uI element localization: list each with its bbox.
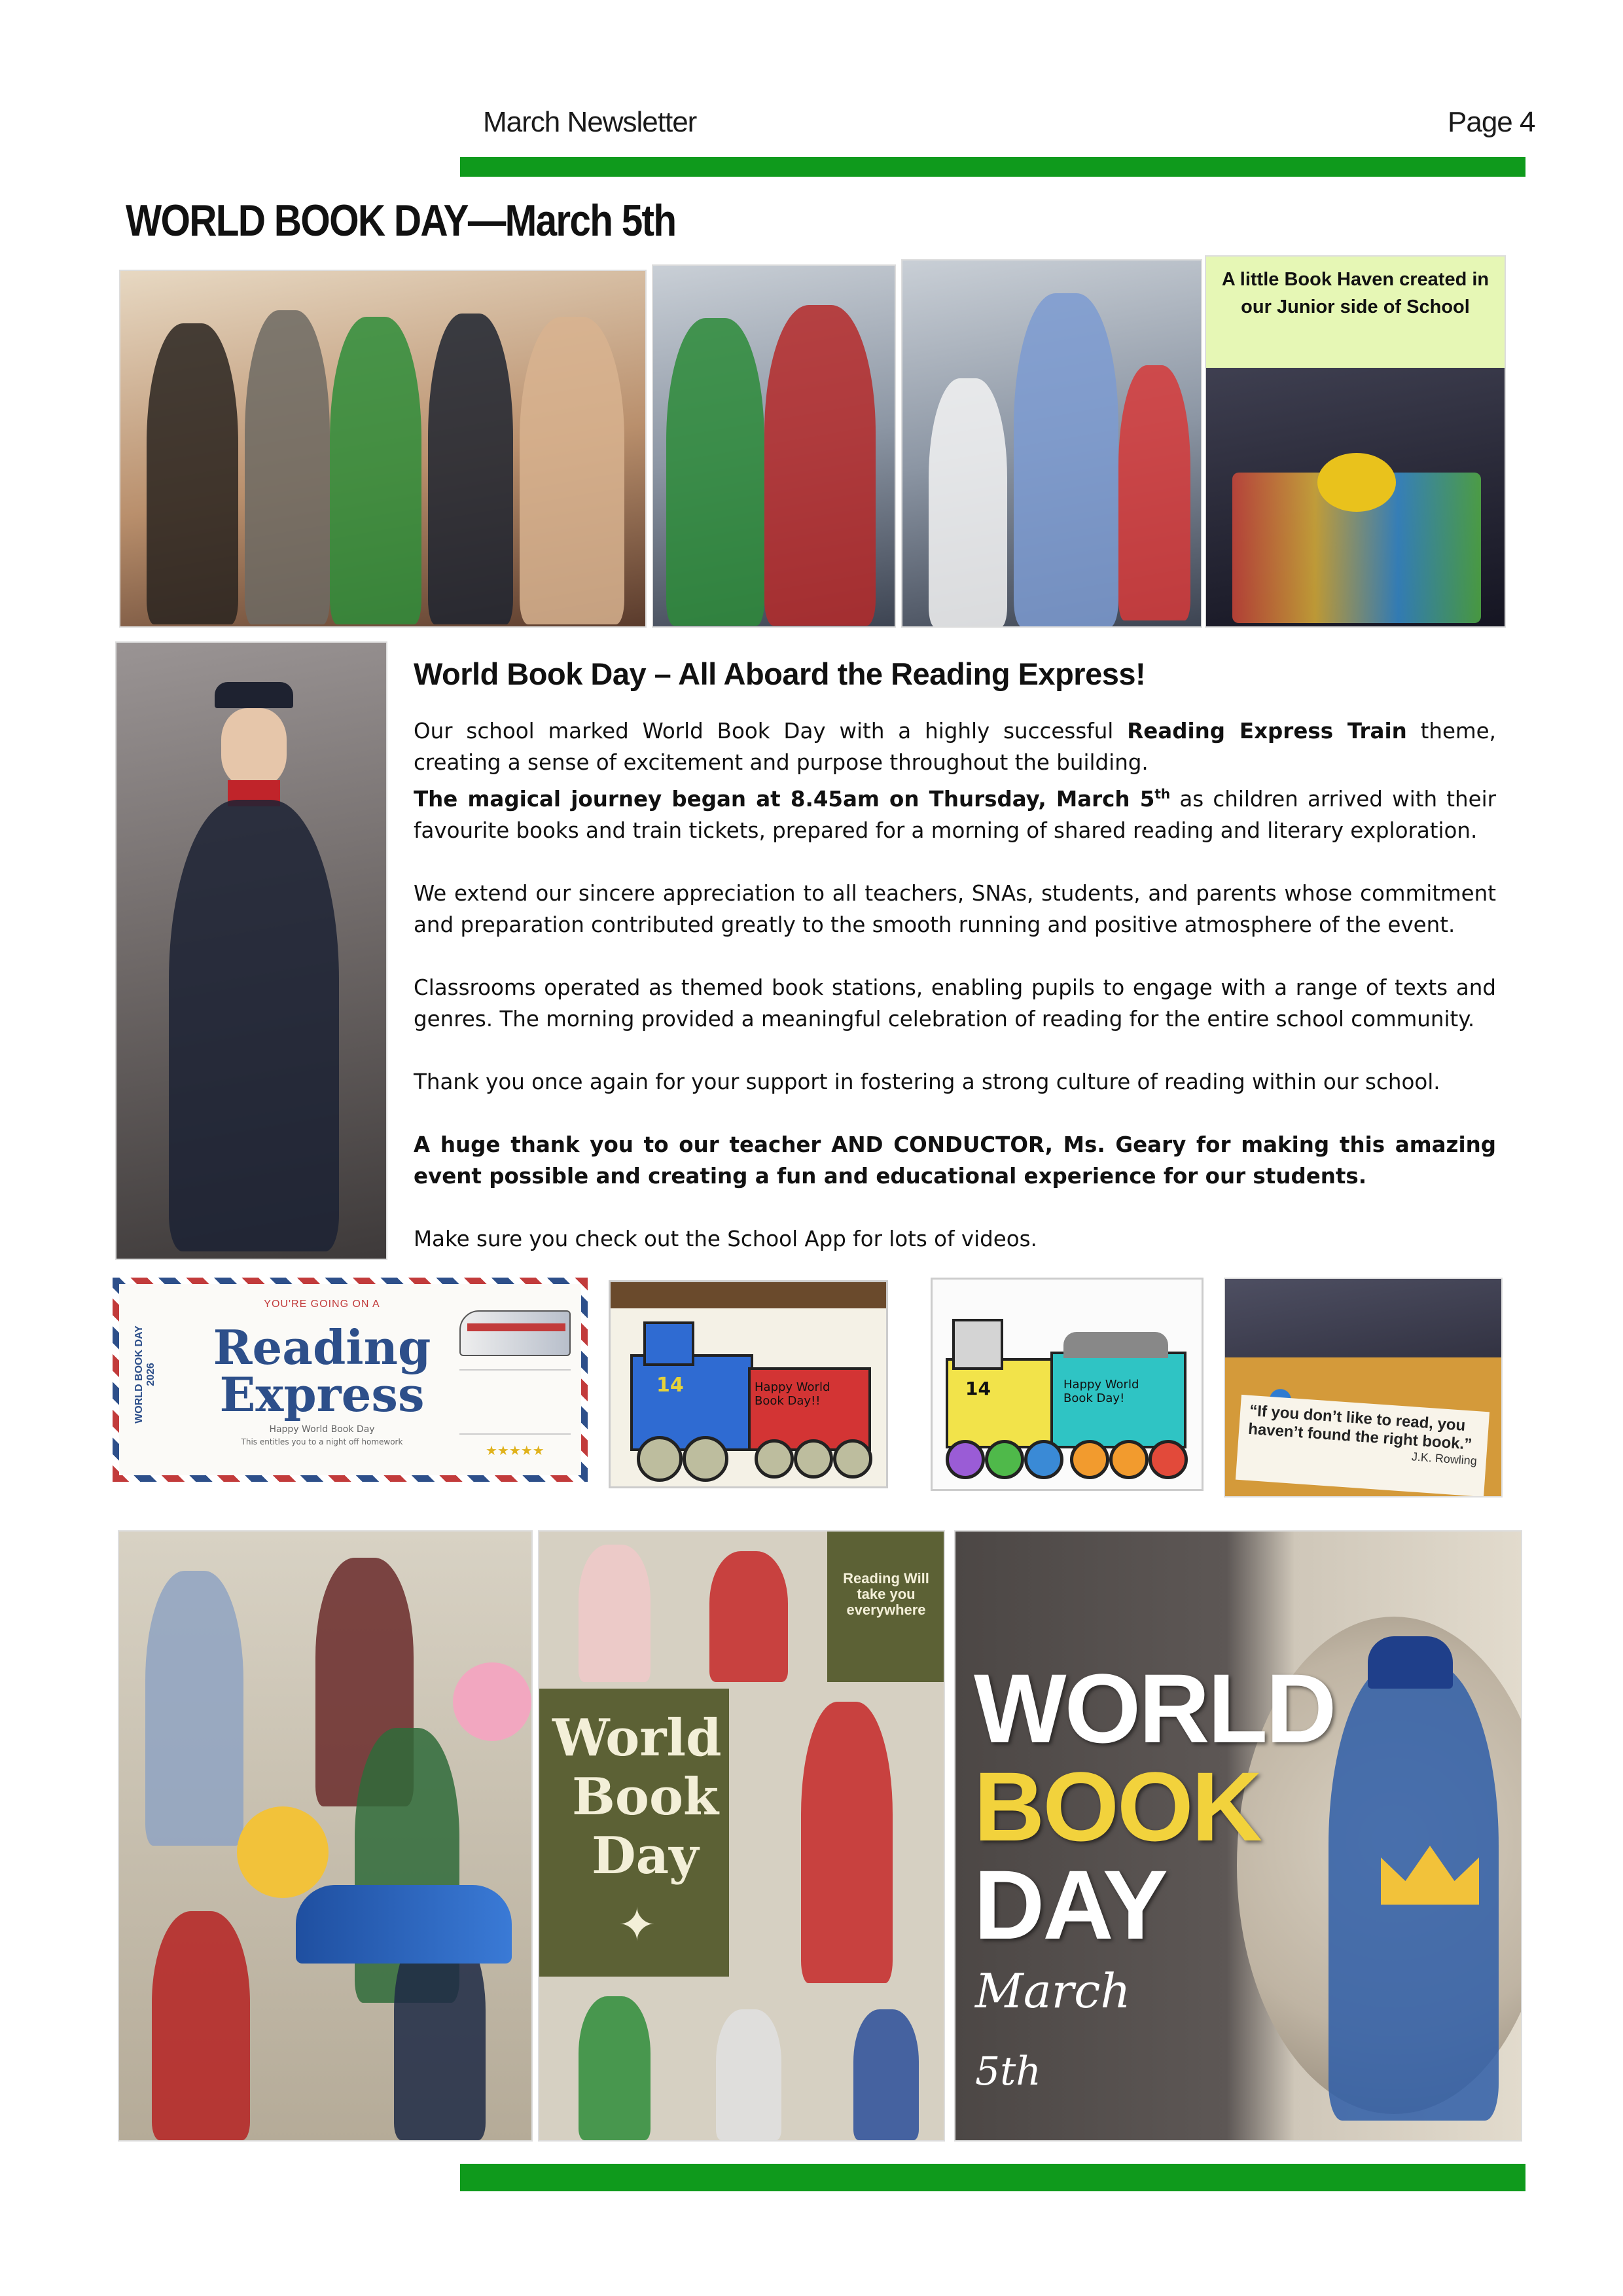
collage-left: [118, 1530, 533, 2142]
ticket-kicker: YOU'RE GOING ON A: [264, 1299, 380, 1310]
article-heading: World Book Day – All Aboard the Reading Express!: [414, 656, 1146, 691]
ticket-line-1: Reading: [213, 1319, 431, 1375]
quote-author: J.K. Rowling: [1411, 1450, 1478, 1468]
sparkle-icon: ✦: [618, 1898, 656, 1952]
ticket-small-2: This entitles you to a night off homework: [241, 1437, 403, 1446]
ticket-small-1: Happy World Book Day: [269, 1424, 375, 1435]
poster-word-3: DAY: [974, 1850, 1166, 1960]
article-paragraph-5: A huge thank you to our teacher AND CONDUCTOR, Ms. Geary for making this amazing event possible and creating a fun and educational experience for our students.: [414, 1132, 1496, 1189]
collage-middle: [538, 1530, 945, 2142]
train-drawing-1: [609, 1280, 888, 1488]
ticket-line-2: Express: [219, 1367, 425, 1422]
photo-teachers-train-costumes: [652, 264, 896, 628]
article: [414, 656, 1496, 1286]
ticket-fields: [459, 1369, 571, 1435]
book-haven-caption: A little Book Haven created in our Junior side of School: [1206, 257, 1505, 368]
collage-middle-word-1: World: [552, 1708, 722, 1768]
poster-date-2: 5th: [975, 2049, 1041, 2094]
train-drawing-2: [931, 1278, 1204, 1491]
page-title: WORLD BOOK DAY—March 5th: [126, 196, 676, 245]
drawing-2-text: Happy World Book Day!: [1063, 1378, 1139, 1405]
article-paragraph-2: We extend our sincere appreciation to all teachers, SNAs, students, and parents whose commitment and preparation contributed greatly to the smooth running and positive atmosphere of the event.: [414, 880, 1496, 937]
drawing-1-number: 14: [656, 1374, 684, 1397]
photo-staff-costumes: [119, 270, 647, 628]
collage-middle-top-text: Reading Will take you everywhere: [843, 1570, 929, 1618]
photo-children-costumes: [901, 259, 1202, 628]
poster-date-1: March: [975, 1964, 1131, 2018]
article-paragraph-3: Classrooms operated as themed book stations, enabling pupils to engage with a range of texts and genres. The morning provided a meaningful celebration of reading for the entire school community.: [414, 975, 1496, 1031]
ticket-stars: ★★★★★: [486, 1443, 544, 1458]
collage-middle-word-2: Book: [572, 1767, 719, 1827]
reading-express-ticket: [113, 1278, 588, 1482]
world-book-day-poster: [954, 1530, 1522, 2142]
article-paragraph-4: Thank you once again for your support in fostering a strong culture of reading within our school.: [414, 1069, 1440, 1094]
footer-rule: [460, 2164, 1525, 2191]
quote-label: [1236, 1395, 1489, 1497]
train-icon: [459, 1310, 571, 1356]
poster-word-2: BOOK: [974, 1751, 1260, 1861]
collage-middle-word-3: Day: [592, 1826, 699, 1886]
p1-text-a: Our school marked World Book Day with a highly successful: [414, 719, 1128, 744]
newsletter-title: March Newsletter: [483, 106, 697, 138]
quote-text: “If you don’t like to read, you haven’t found the right book.”: [1247, 1401, 1473, 1454]
p1-sup: th: [1154, 786, 1171, 802]
p1-text-c: theme, creating a sense of excitement and purpose throughout the building.: [414, 719, 1496, 775]
p1-text-d: The magical journey began at 8.45am on Thursday, March 5: [414, 786, 1155, 812]
p1-text-bold: Reading Express Train: [1127, 719, 1407, 744]
drawing-1-text: Happy World Book Day!!: [755, 1380, 830, 1408]
article-paragraph-6: Make sure you check out the School App for lots of videos.: [414, 1226, 1037, 1251]
poster-word-1: WORLD: [974, 1653, 1335, 1763]
p1-text-e: as children arrived with their favourite books and train tickets, prepared for a morning of shared reading and literary exploration.: [414, 786, 1496, 843]
drawing-2-number: 14: [965, 1378, 991, 1399]
photo-quote-box: [1224, 1278, 1503, 1498]
header-rule: [460, 157, 1525, 177]
ticket-side-text: WORLD BOOK DAY 2026: [134, 1325, 156, 1424]
article-paragraph-1: [414, 715, 1496, 846]
photo-conductor: [115, 641, 387, 1260]
page-number: Page 4: [1448, 106, 1535, 138]
